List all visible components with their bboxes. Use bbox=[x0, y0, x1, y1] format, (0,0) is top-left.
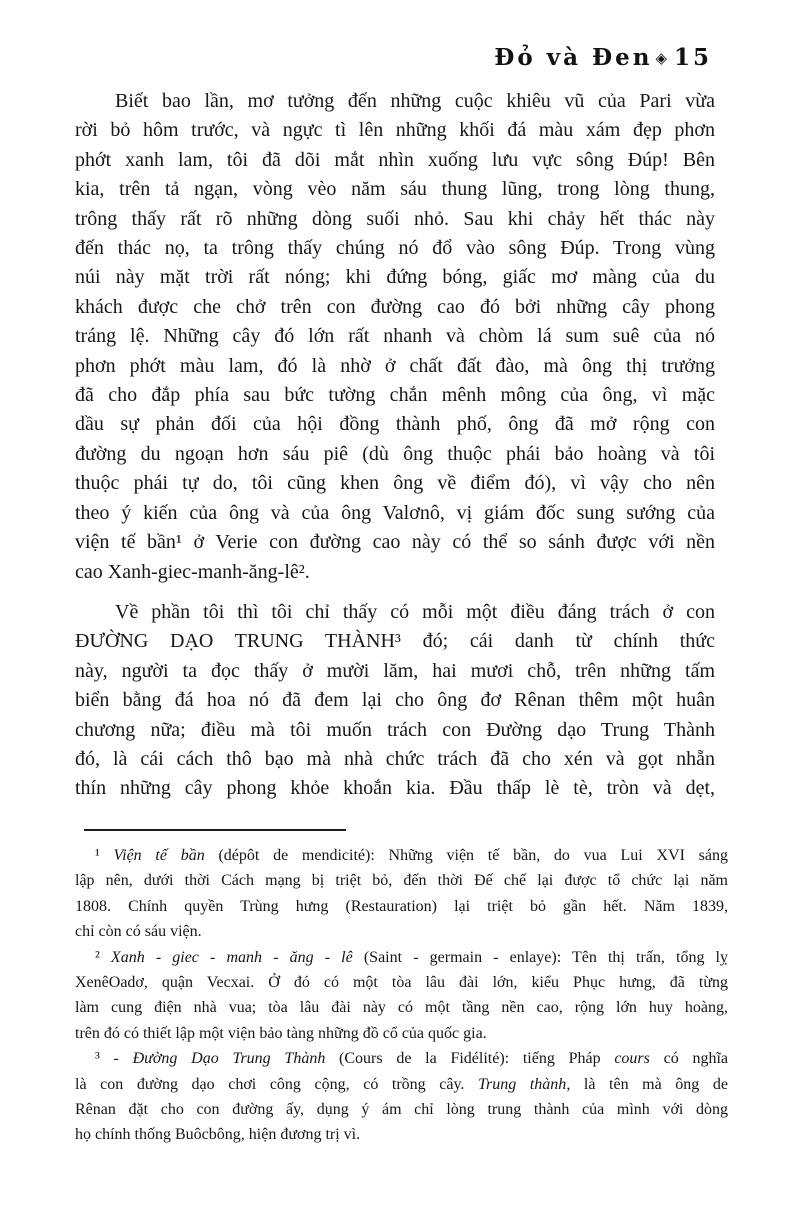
text-line: này, người ta đọc thấy ở mười lăm, hai mươi chỗ, trên những tấm bbox=[75, 659, 715, 682]
text-line: 1808. Chính quyền Trùng hưng (Restauration) lại triệt bỏ gần hết. Năm 1839, bbox=[75, 897, 728, 915]
text-line: XenêOadơ, quận Vecxai. Ở đó có một tòa lâu đài lớn, kiểu Phục hưng, đã từng bbox=[75, 974, 728, 992]
text-line: thuộc phái tự do, tôi cũng khen ông về điểm đó), vì vậy cho nên bbox=[75, 472, 715, 495]
text-line: đó, là cái cách thô bạo mà nhà chức trách đã cho xén và gọt nhẵn bbox=[75, 747, 715, 770]
text-line: tráng lệ. Những cây đó lớn rất nhanh và chòm lá sum suê của nó bbox=[75, 325, 715, 348]
text-line: ² Xanh - giec - manh - ăng - lê (Saint - germain - enlaye): Tên thị trấn, tổng lỵ bbox=[95, 948, 729, 966]
text-line: lập nên, dưới thời Cách mạng bị triệt bỏ, đến thời Đế chế lại được tổ chức lại năm bbox=[75, 872, 728, 890]
text-line: kia, trên tả ngạn, vòng vèo năm sáu thung lũng, trong lòng thung, bbox=[75, 178, 715, 201]
text-line: chỉ còn có sáu viện. bbox=[75, 923, 202, 941]
text-line: viện tế bần¹ ở Verie con đường cao này có thể so sánh được với nền bbox=[75, 531, 715, 554]
text-line: ³ - Đường Dạo Trung Thành (Cours de la Fidélité): tiếng Pháp cours có nghĩa bbox=[95, 1050, 728, 1068]
running-header bbox=[75, 44, 712, 71]
text-line: là con đường dạo chơi công cộng, có trồng cây. Trung thành, là tên mà ông de bbox=[75, 1075, 728, 1093]
body-text bbox=[75, 87, 715, 804]
diamond-icon: ◈ bbox=[655, 49, 667, 67]
footnotes-section bbox=[75, 843, 728, 1148]
book-title: Đỏ và Đen bbox=[494, 44, 653, 71]
text-line: chương nữa; điều mà tôi muốn trách con Đường dạo Trung Thành bbox=[75, 718, 715, 741]
page-number: 15 bbox=[673, 44, 712, 71]
text-line: ĐƯỜNG DẠO TRUNG THÀNH³ đó; cái danh từ chính thức bbox=[75, 630, 715, 653]
text-line: đường du ngoạn hơn sáu piê (dù ông thuộc phái bảo hoàng và tôi bbox=[75, 442, 715, 465]
footnote-3 bbox=[75, 1046, 728, 1148]
paragraph-2 bbox=[75, 598, 715, 804]
text-line: thín những cây phong khỏe khoắn kia. Đầu thấp lè tè, tròn và dẹt, bbox=[75, 777, 715, 800]
text-line: biển bằng đá hoa nó đã đem lại cho ông đơ Rênan thêm một huân bbox=[75, 689, 715, 712]
text-line: phơn phớt màu lam, đó là nhờ ở chất đất đào, mà ông thị trưởng bbox=[75, 354, 715, 377]
text-line: phớt xanh lam, tôi đã dõi mắt nhìn xuống lưu vực sông Đúp! Bên bbox=[75, 148, 715, 171]
text-line: làm cung điện nhà vua; tòa lâu đài này có một tầng nền cao, rộng lớn huy hoàng, bbox=[75, 999, 728, 1017]
text-line: theo ý kiến của ông và của ông Valơnô, vị giám đốc sung sướng của bbox=[75, 501, 715, 524]
text-line: rời bỏ hôm trước, và ngực tì lên những khối đá màu xám đẹp phơn bbox=[75, 119, 715, 142]
text-line: ¹ Viện tế bần (dépôt de mendicité): Những viện tế bần, do vua Lui XVI sáng bbox=[95, 847, 728, 864]
text-line: cao Xanh-giec-manh-ăng-lê². bbox=[75, 560, 310, 583]
footnote-1 bbox=[75, 843, 728, 945]
text-line: Rênan đặt cho con đường ấy, dụng ý ám chỉ lòng trung thành của mình với dòng bbox=[75, 1101, 728, 1119]
text-line: trên đó có thiết lập một viện bảo tàng những đồ cổ của quốc gia. bbox=[75, 1024, 487, 1042]
paragraph-1 bbox=[75, 87, 715, 587]
text-line: khách được che chở trên con đường cao đó bởi những cây phong bbox=[75, 295, 715, 318]
text-line: đã cho đắp phía sau bức tường chắn mênh mông của ông, vì mặc bbox=[75, 384, 715, 407]
text-line: Biết bao lần, mơ tưởng đến những cuộc khiêu vũ của Pari vừa bbox=[115, 90, 715, 112]
text-line: dầu sự phản đối của hội đồng thành phố, ông đã mở rộng con bbox=[75, 413, 715, 436]
text-line: họ chính thống Buôcbông, hiện đương trị vì. bbox=[75, 1126, 361, 1144]
text-line: núi này mặt trời rất nóng; khi đứng bóng, giấc mơ màng của du bbox=[75, 266, 715, 289]
footnote-2 bbox=[75, 945, 728, 1047]
footnote-separator-rule bbox=[84, 829, 346, 831]
text-line: Về phần tôi thì tôi chỉ thấy có mỗi một điều đáng trách ở con bbox=[115, 600, 715, 623]
text-line: trông thấy rất rõ những dòng suối nhỏ. Sau khi chảy hết thác này bbox=[75, 207, 715, 230]
text-line: đến thác nọ, ta trông thấy chúng nó đổ vào sông Đúp. Trong vùng bbox=[75, 237, 715, 260]
